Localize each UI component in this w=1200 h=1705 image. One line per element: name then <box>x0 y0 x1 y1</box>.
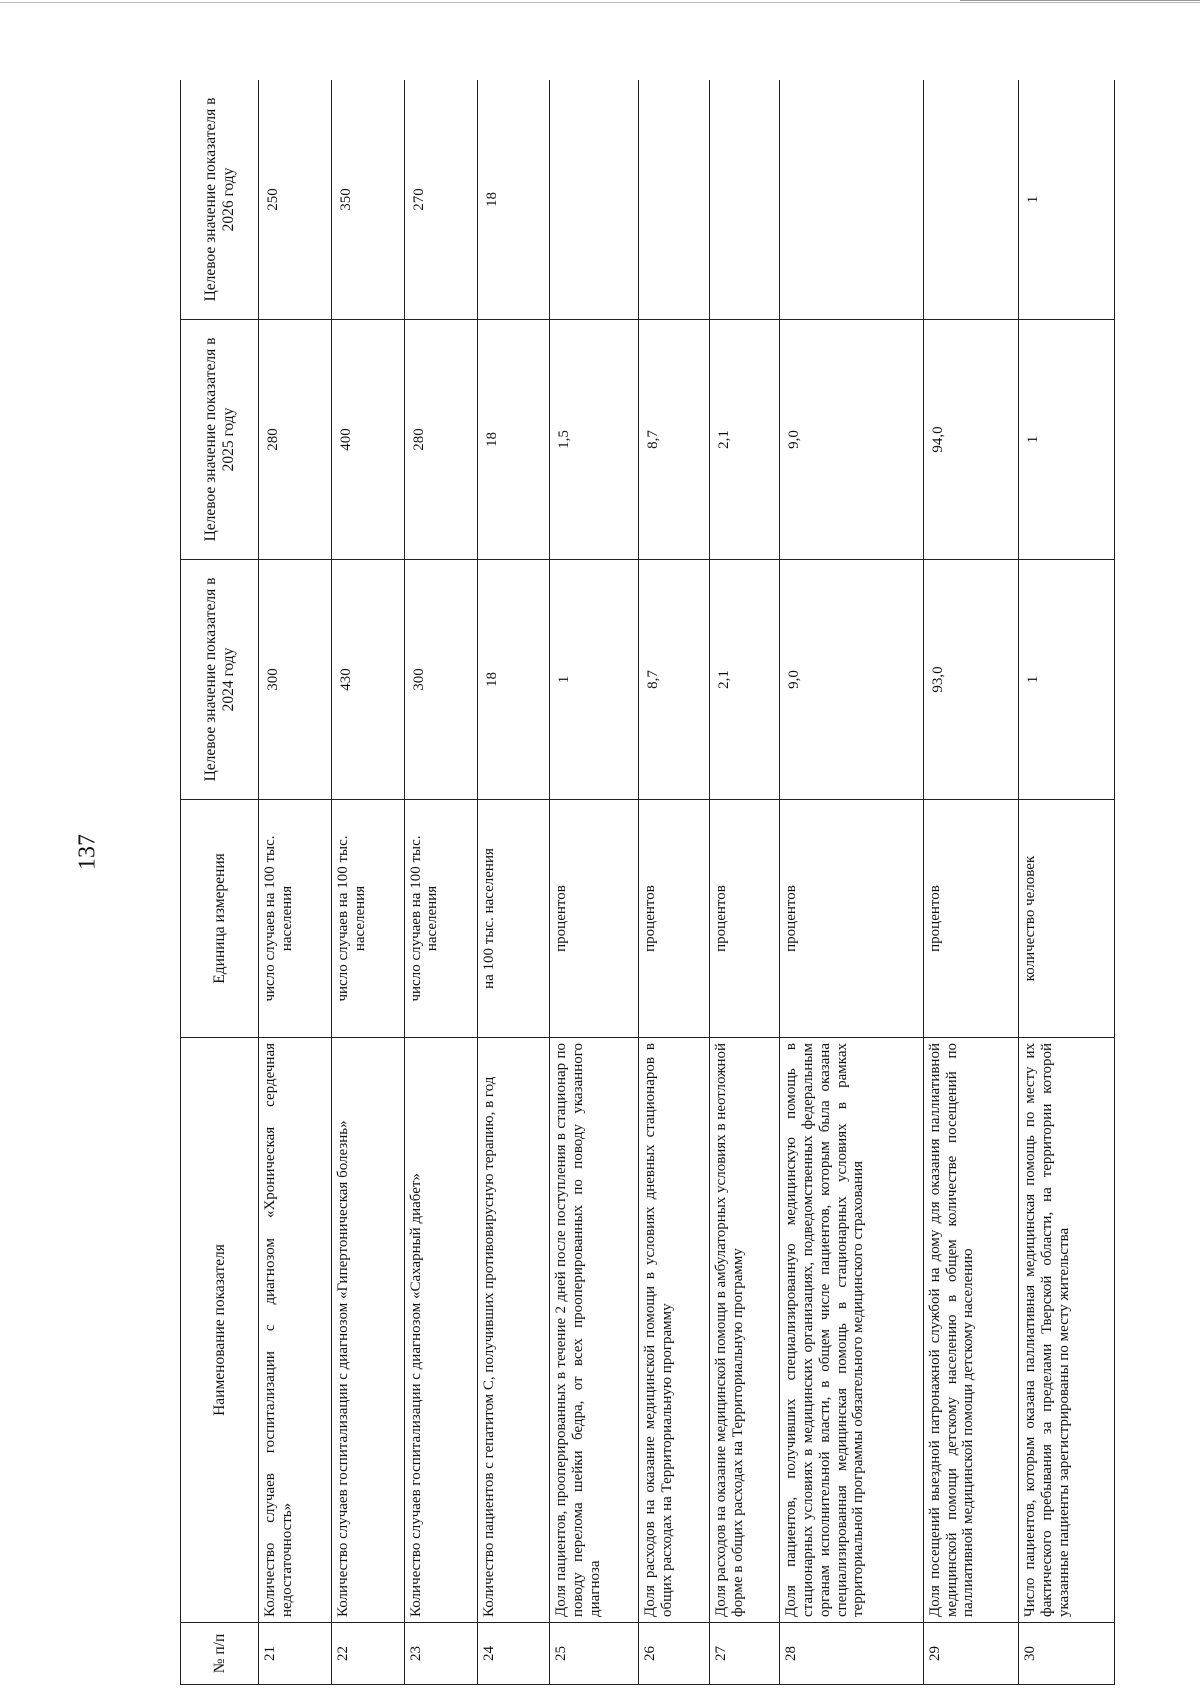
table-row <box>550 80 639 1685</box>
row-2025: 400 <box>331 320 404 560</box>
table-header-row <box>181 80 259 1685</box>
row-num: 23 <box>404 1623 477 1685</box>
row-2025: 280 <box>404 320 477 560</box>
row-2026 <box>709 80 780 320</box>
row-num: 22 <box>331 1623 404 1685</box>
row-2026: 270 <box>404 80 477 320</box>
row-2025: 18 <box>477 320 550 560</box>
indicators-table <box>180 80 1115 1685</box>
page-number: 137 <box>74 834 101 870</box>
row-2024: 300 <box>404 560 477 800</box>
header-2026: Целевое значение показателя в 2026 году <box>181 80 259 320</box>
row-2024: 8,7 <box>639 560 710 800</box>
row-2025: 2,1 <box>709 320 780 560</box>
row-2024: 2,1 <box>709 560 780 800</box>
header-num: № п/п <box>181 1623 259 1685</box>
row-num: 29 <box>923 1623 1019 1685</box>
row-unit: число случаев на 100 тыс. населения <box>331 800 404 1038</box>
row-2024: 18 <box>477 560 550 800</box>
row-unit: процентов <box>550 800 639 1038</box>
row-2025: 280 <box>259 320 332 560</box>
row-name: Доля расходов на оказание медицинской помощи в амбулаторных условиях в неотложной форме в общих расходах на Территориальную программу <box>709 1038 780 1623</box>
header-unit: Единица измерения <box>181 800 259 1038</box>
row-2025: 94,0 <box>923 320 1019 560</box>
row-2026 <box>550 80 639 320</box>
row-num: 26 <box>639 1623 710 1685</box>
table-row <box>331 80 404 1685</box>
row-2026: 18 <box>477 80 550 320</box>
row-num: 24 <box>477 1623 550 1685</box>
row-num: 21 <box>259 1623 332 1685</box>
row-unit: число случаев на 100 тыс. населения <box>404 800 477 1038</box>
row-2024: 1 <box>550 560 639 800</box>
header-2024: Целевое значение показателя в 2024 году <box>181 560 259 800</box>
row-name: Количество случаев госпитализации с диагнозом «Хроническая сердечная недостаточность» <box>259 1038 332 1623</box>
table-row <box>709 80 780 1685</box>
row-2026 <box>639 80 710 320</box>
row-2024: 93,0 <box>923 560 1019 800</box>
row-2026: 250 <box>259 80 332 320</box>
row-name: Число пациентов, которым оказана паллиативная медицинская помощь по месту их фактического пребывания за пределами Тверской области, на территории которой указанные пациенты зарегистрированы по месту жительства <box>1019 1038 1115 1623</box>
row-num: 25 <box>550 1623 639 1685</box>
row-2026: 350 <box>331 80 404 320</box>
row-name: Доля пациентов, получивших специализированную медицинскую помощь в стационарных условиях в медицинских организациях, подведомственных федеральным органам исполнительной власти, в общем числе пациентов, которым была оказана специализированная медицинская помощь в стационарных условиях в рамках территориальной программы обязательного медицинского страхования <box>780 1038 923 1623</box>
row-name: Количество пациентов с гепатитом С, получивших противовирусную терапию, в год <box>477 1038 550 1623</box>
table-row <box>259 80 332 1685</box>
row-num: 30 <box>1019 1623 1115 1685</box>
header-name: Наименование показателя <box>181 1038 259 1623</box>
row-2024: 430 <box>331 560 404 800</box>
row-2025: 1,5 <box>550 320 639 560</box>
table-row <box>1019 80 1115 1685</box>
row-2025: 8,7 <box>639 320 710 560</box>
table-page <box>180 80 1115 1685</box>
row-unit: число случаев на 100 тыс. населения <box>259 800 332 1038</box>
row-2025: 9,0 <box>780 320 923 560</box>
row-unit: процентов <box>639 800 710 1038</box>
header-2025: Целевое значение показателя в 2025 году <box>181 320 259 560</box>
table-row <box>780 80 923 1685</box>
rotated-content <box>180 80 1115 1685</box>
row-name: Доля пациентов, прооперированных в течение 2 дней после поступления в стационар по поводу перелома шейки бедра, от всех прооперированных по поводу указанного диагноза <box>550 1038 639 1623</box>
row-unit: процентов <box>780 800 923 1038</box>
row-2024: 9,0 <box>780 560 923 800</box>
row-name: Доля посещений выездной патронажной службой на дому для оказания паллиативной медицинской помощи детскому населению в общем количестве посещений по паллиативной медицинской помощи детскому населению <box>923 1038 1019 1623</box>
table-row <box>639 80 710 1685</box>
row-name: Доля расходов на оказание медицинской помощи в условиях дневных стационаров в общих расходах на Территориальную программу <box>639 1038 710 1623</box>
row-name: Количество случаев госпитализации с диагнозом «Гипертоническая болезнь» <box>331 1038 404 1623</box>
row-2024: 1 <box>1019 560 1115 800</box>
table-row <box>923 80 1019 1685</box>
row-2024: 300 <box>259 560 332 800</box>
table-row <box>477 80 550 1685</box>
row-num: 28 <box>780 1623 923 1685</box>
row-unit: процентов <box>923 800 1019 1038</box>
row-name: Количество случаев госпитализации с диагнозом «Сахарный диабет» <box>404 1038 477 1623</box>
table-row <box>404 80 477 1685</box>
row-unit: количество человек <box>1019 800 1115 1038</box>
row-2026 <box>780 80 923 320</box>
row-num: 27 <box>709 1623 780 1685</box>
row-unit: на 100 тыс. населения <box>477 800 550 1038</box>
row-2026 <box>923 80 1019 320</box>
row-unit: процентов <box>709 800 780 1038</box>
row-2025: 1 <box>1019 320 1115 560</box>
row-2026: 1 <box>1019 80 1115 320</box>
